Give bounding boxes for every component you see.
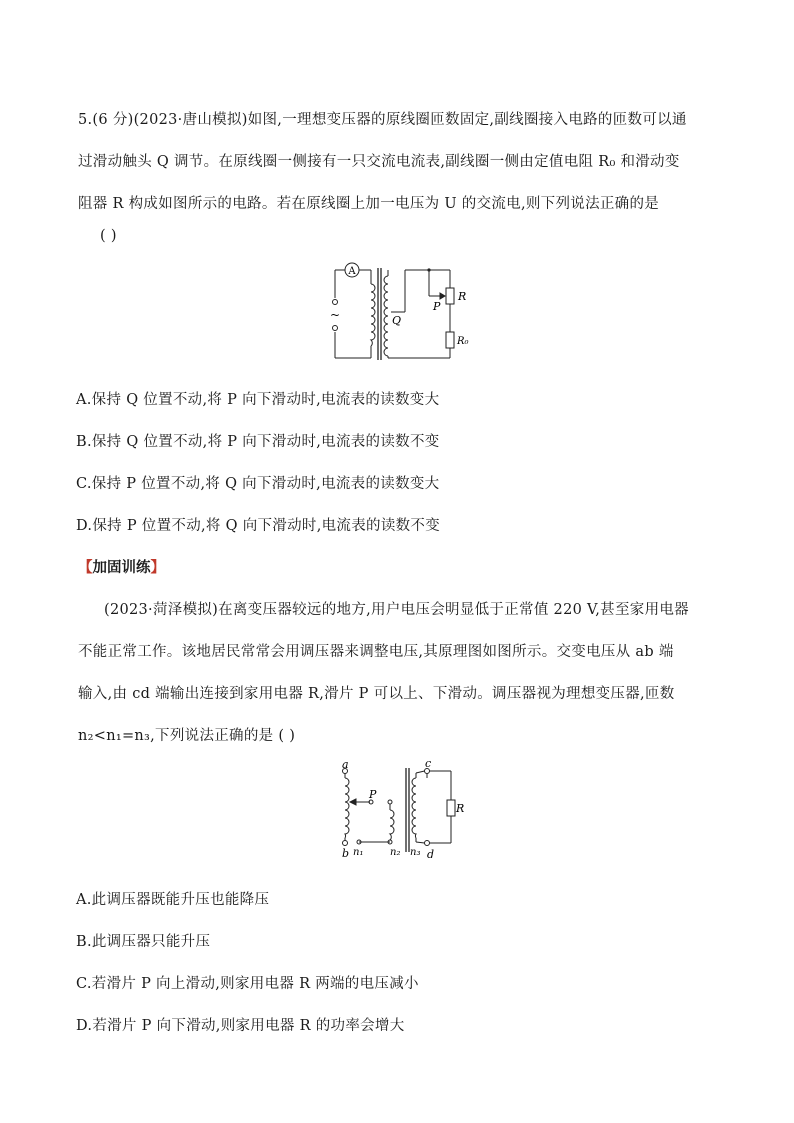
slider-p-label: P — [369, 788, 377, 801]
practice-stem-line2: 不能正常工作。该地居民常常会用调压器来调整电压,其原理图如图所示。交变电压从 ab 端 — [78, 644, 674, 660]
practice-stem-line3: 输入,由 cd 端输出连接到家用电器 R,滑片 P 可以上、下滑动。调压器视为理想变压器,匝数 — [78, 686, 675, 702]
terminal-c-label: c — [425, 758, 432, 770]
practice-heading-text: 加固训练 — [92, 559, 151, 576]
resistor-R0 — [446, 332, 454, 348]
practice-heading-close: 】 — [150, 559, 165, 576]
practice-stem-line4: n₂<n₁=n₃,下列说法正确的是 ( ) — [78, 728, 296, 744]
ammeter-label: A — [348, 266, 356, 277]
n3-label: n₃ — [410, 847, 421, 858]
q5-option-b: B.保持 Q 位置不动,将 P 向下滑动时,电流表的读数不变 — [76, 434, 440, 450]
q5-option-d: D.保持 P 位置不动,将 Q 向下滑动时,电流表的读数不变 — [76, 518, 441, 534]
terminal-b-label: b — [342, 847, 350, 860]
practice-heading — [78, 556, 165, 577]
practice-option-c: C.若滑片 P 向上滑动,则家用电器 R 两端的电压减小 — [76, 976, 419, 992]
load-resistor-R — [447, 800, 455, 816]
q5-stem-line3: 阻器 R 构成如图所示的电路。若在原线圈上加一电压为 U 的交流电,则下列说法正确的是 — [78, 196, 660, 212]
practice-option-b: B.此调压器只能升压 — [76, 934, 211, 950]
r-label: R — [458, 290, 467, 303]
terminal-a-label: a — [342, 758, 349, 771]
n1-label: n₁ — [353, 847, 364, 858]
p-label: P — [433, 300, 441, 313]
practice-stem-line1: (2023·菏泽模拟)在离变压器较远的地方,用户电压会明显低于正常值 220 V,甚至家用电器 — [104, 602, 689, 618]
n2-label: n₂ — [390, 847, 401, 858]
q5-stem-line1: 5.(6 分)(2023·唐山模拟)如图,一理想变压器的原线圈匝数固定,副线圈接入电路的匝数可以通 — [78, 112, 687, 128]
practice-circuit-figure — [330, 758, 470, 862]
r0-label: R₀ — [457, 336, 469, 347]
load-r-label: R — [456, 802, 465, 815]
q5-circuit-figure — [325, 262, 485, 366]
practice-option-a: A.此调压器既能升压也能降压 — [76, 892, 270, 908]
q5-option-a: A.保持 Q 位置不动,将 P 向下滑动时,电流表的读数变大 — [76, 392, 440, 408]
practice-option-d: D.若滑片 P 向下滑动,则家用电器 R 的功率会增大 — [76, 1018, 405, 1034]
q5-answer-blank: ( ) — [100, 228, 117, 244]
q-label: Q — [392, 314, 402, 327]
rheostat-R — [446, 288, 454, 304]
q5-option-c: C.保持 P 位置不动,将 Q 向下滑动时,电流表的读数变大 — [76, 476, 440, 492]
q5-stem-line2: 过滑动触头 Q 调节。在原线圈一侧接有一只交流电流表,副线圈一侧由定值电阻 R₀ 和滑动变 — [78, 154, 680, 170]
practice-heading-open: 【 — [78, 559, 93, 576]
ac-source-symbol: ~ — [329, 308, 341, 322]
terminal-d-label: d — [427, 848, 435, 861]
